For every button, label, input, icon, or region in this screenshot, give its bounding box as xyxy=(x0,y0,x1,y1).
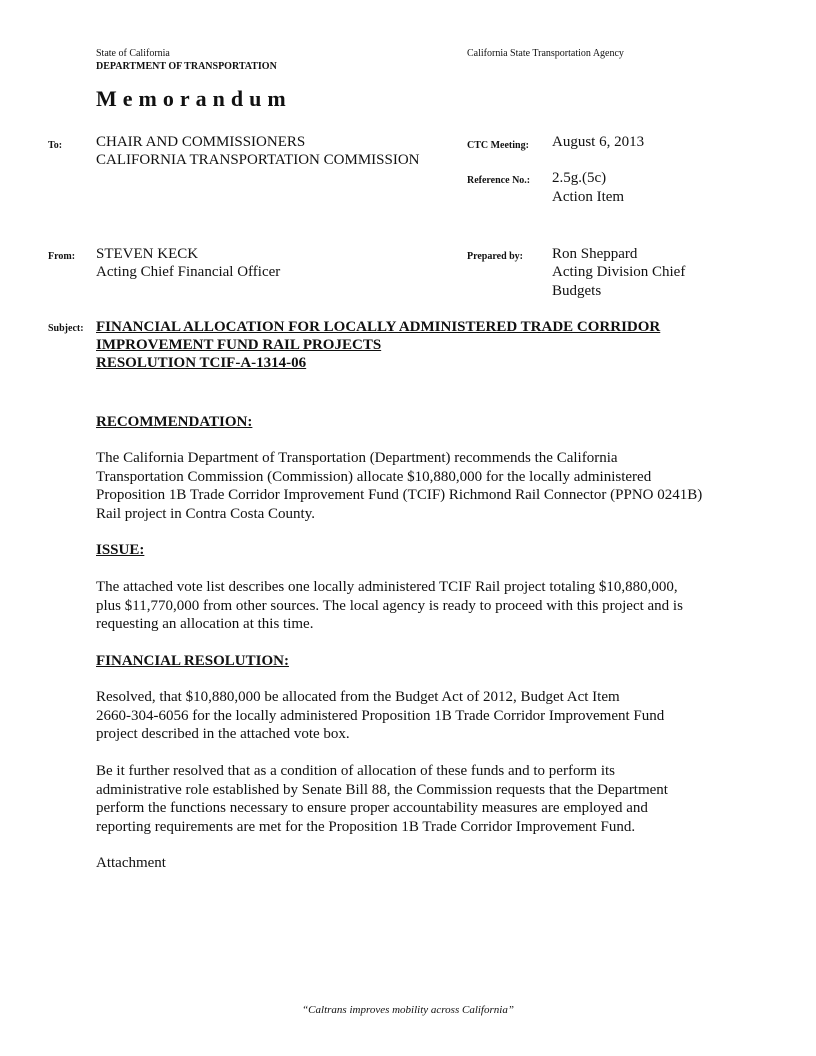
recommendation-line-3: Proposition 1B Trade Corridor Improvement Fund (TCIF) Richmond Rail Connector (PPNO 0241B) xyxy=(96,487,703,503)
resolution-paragraph-1 xyxy=(96,688,736,744)
issue-line-2: plus $11,770,000 from other sources. The local agency is ready to proceed with this project and is xyxy=(96,597,683,614)
attachment-note: Attachment xyxy=(96,855,166,871)
resolution-paragraph-2 xyxy=(96,762,736,836)
subject-line-2: IMPROVEMENT FUND RAIL PROJECTS xyxy=(96,337,382,353)
prepared-by-name: Ron Sheppard xyxy=(552,246,638,262)
memo-title: Memorandum xyxy=(96,86,292,111)
subject-label: Subject: xyxy=(48,323,84,334)
resolution-p2-line-3: perform the functions necessary to ensure proper accountability measures are employed and xyxy=(96,800,648,816)
prepared-by-title: Acting Division Chief xyxy=(552,264,686,280)
issue-paragraph xyxy=(96,578,736,634)
prepared-by-label: Prepared by: xyxy=(467,251,524,262)
prepared-by-unit: Budgets xyxy=(552,283,602,299)
from-name: STEVEN KECK xyxy=(96,246,199,262)
subject-line-3: RESOLUTION TCIF-A-1314-06 xyxy=(96,355,307,371)
state-name: State of California xyxy=(96,48,170,59)
ctc-meeting-date: August 6, 2013 xyxy=(552,134,645,150)
recommendation-line-2: Transportation Commission (Commission) allocate $10,880,000 for the locally administered xyxy=(96,468,652,485)
resolution-p2-line-2: administrative role established by Senate Bill 88, the Commission requests that the Department xyxy=(96,781,668,798)
agency-name: California State Transportation Agency xyxy=(467,48,624,59)
recommendation-line-4: Rail project in Contra Costa County. xyxy=(96,505,316,522)
ctc-meeting-label: CTC Meeting: xyxy=(467,140,529,151)
to-line-2: CALIFORNIA TRANSPORTATION COMMISSION xyxy=(96,152,420,168)
subject-line-1: FINANCIAL ALLOCATION FOR LOCALLY ADMINISTERED TRADE CORRIDOR xyxy=(96,319,661,335)
resolution-p1-line-2: 2660-304-6056 for the locally administered Proposition 1B Trade Corridor Improvement Fund xyxy=(96,707,665,724)
financial-resolution-heading: FINANCIAL RESOLUTION: xyxy=(96,653,289,669)
issue-line-3: requesting an allocation at this time. xyxy=(96,616,314,632)
recommendation-heading: RECOMMENDATION: xyxy=(96,414,253,430)
resolution-p2-line-1: Be it further resolved that as a condition of allocation of these funds and to perform its xyxy=(96,763,616,779)
issue-heading: ISSUE: xyxy=(96,542,145,558)
footer-slogan: “Caltrans improves mobility across California” xyxy=(302,1004,514,1016)
reference-label: Reference No.: xyxy=(467,175,531,186)
to-label: To: xyxy=(48,140,63,151)
from-label: From: xyxy=(48,251,76,262)
reference-number: 2.5g.(5c) xyxy=(552,170,607,186)
recommendation-line-1: The California Department of Transportation (Department) recommends the California xyxy=(96,450,618,466)
from-title: Acting Chief Financial Officer xyxy=(96,264,281,280)
issue-line-1: The attached vote list describes one locally administered TCIF Rail project totaling $10,880,000, xyxy=(96,579,678,595)
resolution-p2-line-4: reporting requirements are met for the Proposition 1B Trade Corridor Improvement Fund. xyxy=(96,818,636,835)
department-name: DEPARTMENT OF TRANSPORTATION xyxy=(96,61,277,72)
recommendation-paragraph xyxy=(96,449,736,523)
reference-type: Action Item xyxy=(552,189,625,205)
to-line-1: CHAIR AND COMMISSIONERS xyxy=(96,134,306,150)
resolution-p1-line-1: Resolved, that $10,880,000 be allocated from the Budget Act of 2012, Budget Act Item xyxy=(96,689,620,705)
resolution-p1-line-3: project described in the attached vote box. xyxy=(96,726,350,742)
